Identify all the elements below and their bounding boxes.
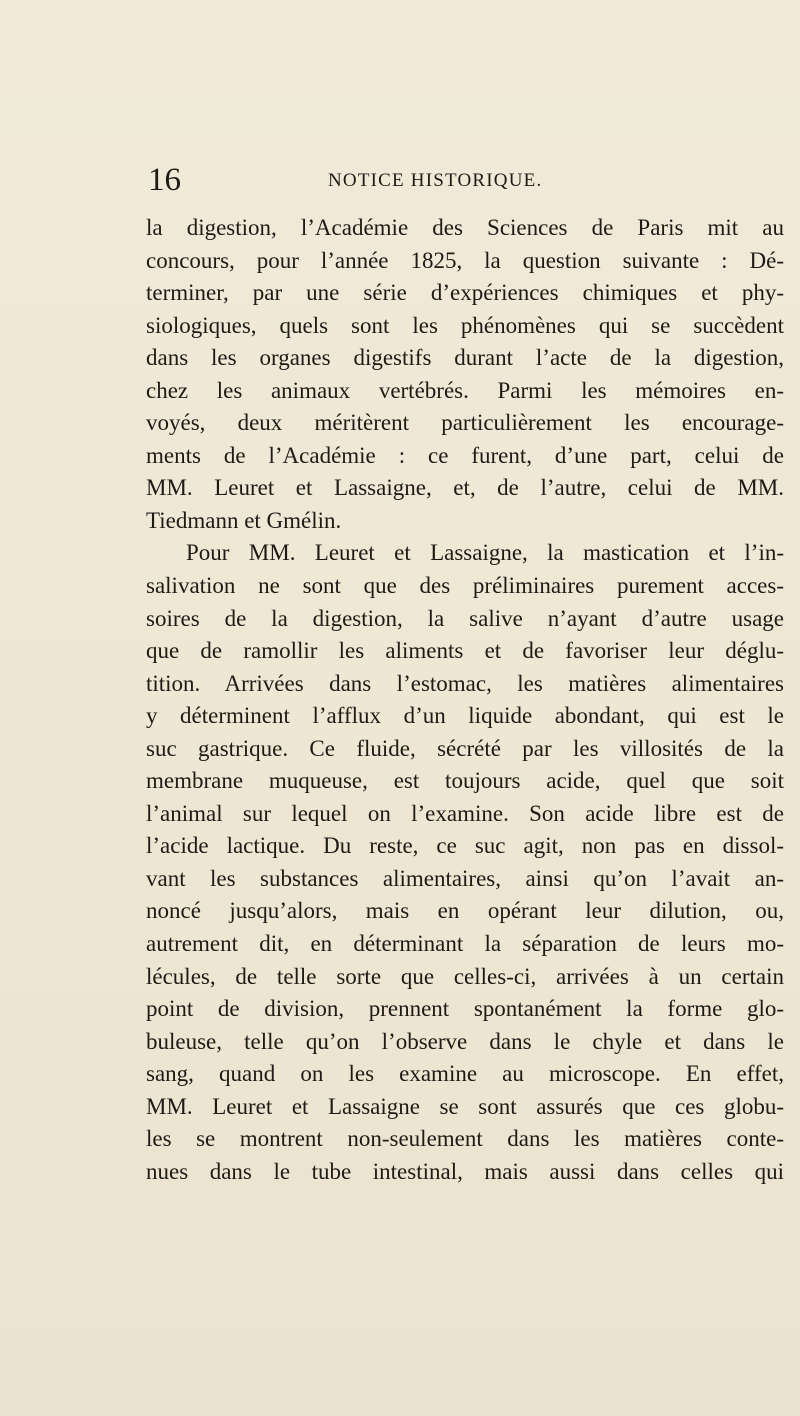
text-line: autrement dit, en déterminant la séparation de leurs mo- <box>146 931 784 957</box>
text-line: chez les animaux vertébrés. Parmi les mémoires en- <box>146 377 784 403</box>
text-line: tition. Arrivées dans l’estomac, les matières alimentaires <box>146 670 784 696</box>
text-line: MM. Leuret et Lassaigne se sont assurés que ces globu- <box>146 1093 784 1119</box>
body-text <box>146 212 784 1188</box>
text-line: salivation ne sont que des préliminaires purement acces- <box>146 573 784 599</box>
text-line: terminer, par une série d’expériences chimiques et phy- <box>146 280 784 306</box>
text-line: nues dans le tube intestinal, mais aussi dans celles qui <box>146 1158 784 1184</box>
page-header <box>148 160 778 200</box>
text-line: vant les substances alimentaires, ainsi qu’on l’avait an- <box>146 865 784 891</box>
text-line: lécules, de telle sorte que celles-ci, arrivées à un certain <box>146 963 784 989</box>
page-number: 16 <box>148 162 181 198</box>
text-line: suc gastrique. Ce fluide, sécrété par les villosités de la <box>146 735 784 761</box>
text-line: que de ramollir les aliments et de favoriser leur déglu- <box>146 638 784 664</box>
text-line: y déterminent l’afflux d’un liquide abondant, qui est le <box>146 703 784 729</box>
text-line: voyés, deux méritèrent particulièrement les encourage- <box>146 410 784 436</box>
text-line: noncé jusqu’alors, mais en opérant leur dilution, ou, <box>146 898 784 924</box>
running-title: NOTICE HISTORIQUE. <box>328 170 543 191</box>
text-line: ments de l’Académie : ce furent, d’une part, celui de <box>146 442 784 468</box>
text-line: Pour MM. Leuret et Lassaigne, la mastication et l’in- <box>186 540 784 566</box>
text-line: MM. Leuret et Lassaigne, et, de l’autre, celui de MM. <box>146 475 784 501</box>
text-line: membrane muqueuse, est toujours acide, quel que soit <box>146 768 784 794</box>
text-line: l’acide lactique. Du reste, ce suc agit, non pas en dissol- <box>146 833 784 859</box>
text-line: point de division, prennent spontanément la forme glo- <box>146 996 784 1022</box>
text-line: soires de la digestion, la salive n’ayant d’autre usage <box>146 605 784 631</box>
text-line: dans les organes digestifs durant l’acte de la digestion, <box>146 345 784 371</box>
text-line: siologiques, quels sont les phénomènes qui se succèdent <box>146 312 784 338</box>
text-line: les se montrent non-seulement dans les matières conte- <box>146 1126 784 1152</box>
text-line: la digestion, l’Académie des Sciences de Paris mit au <box>146 215 784 240</box>
text-line: Tiedmann et Gmélin. <box>146 507 342 533</box>
text-line: buleuse, telle qu’on l’observe dans le chyle et dans le <box>146 1028 784 1054</box>
text-line: l’animal sur lequel on l’examine. Son acide libre est de <box>146 800 784 826</box>
text-line: concours, pour l’année 1825, la question suivante : Dé- <box>146 247 784 273</box>
text-line: sang, quand on les examine au microscope. En effet, <box>146 1061 784 1087</box>
